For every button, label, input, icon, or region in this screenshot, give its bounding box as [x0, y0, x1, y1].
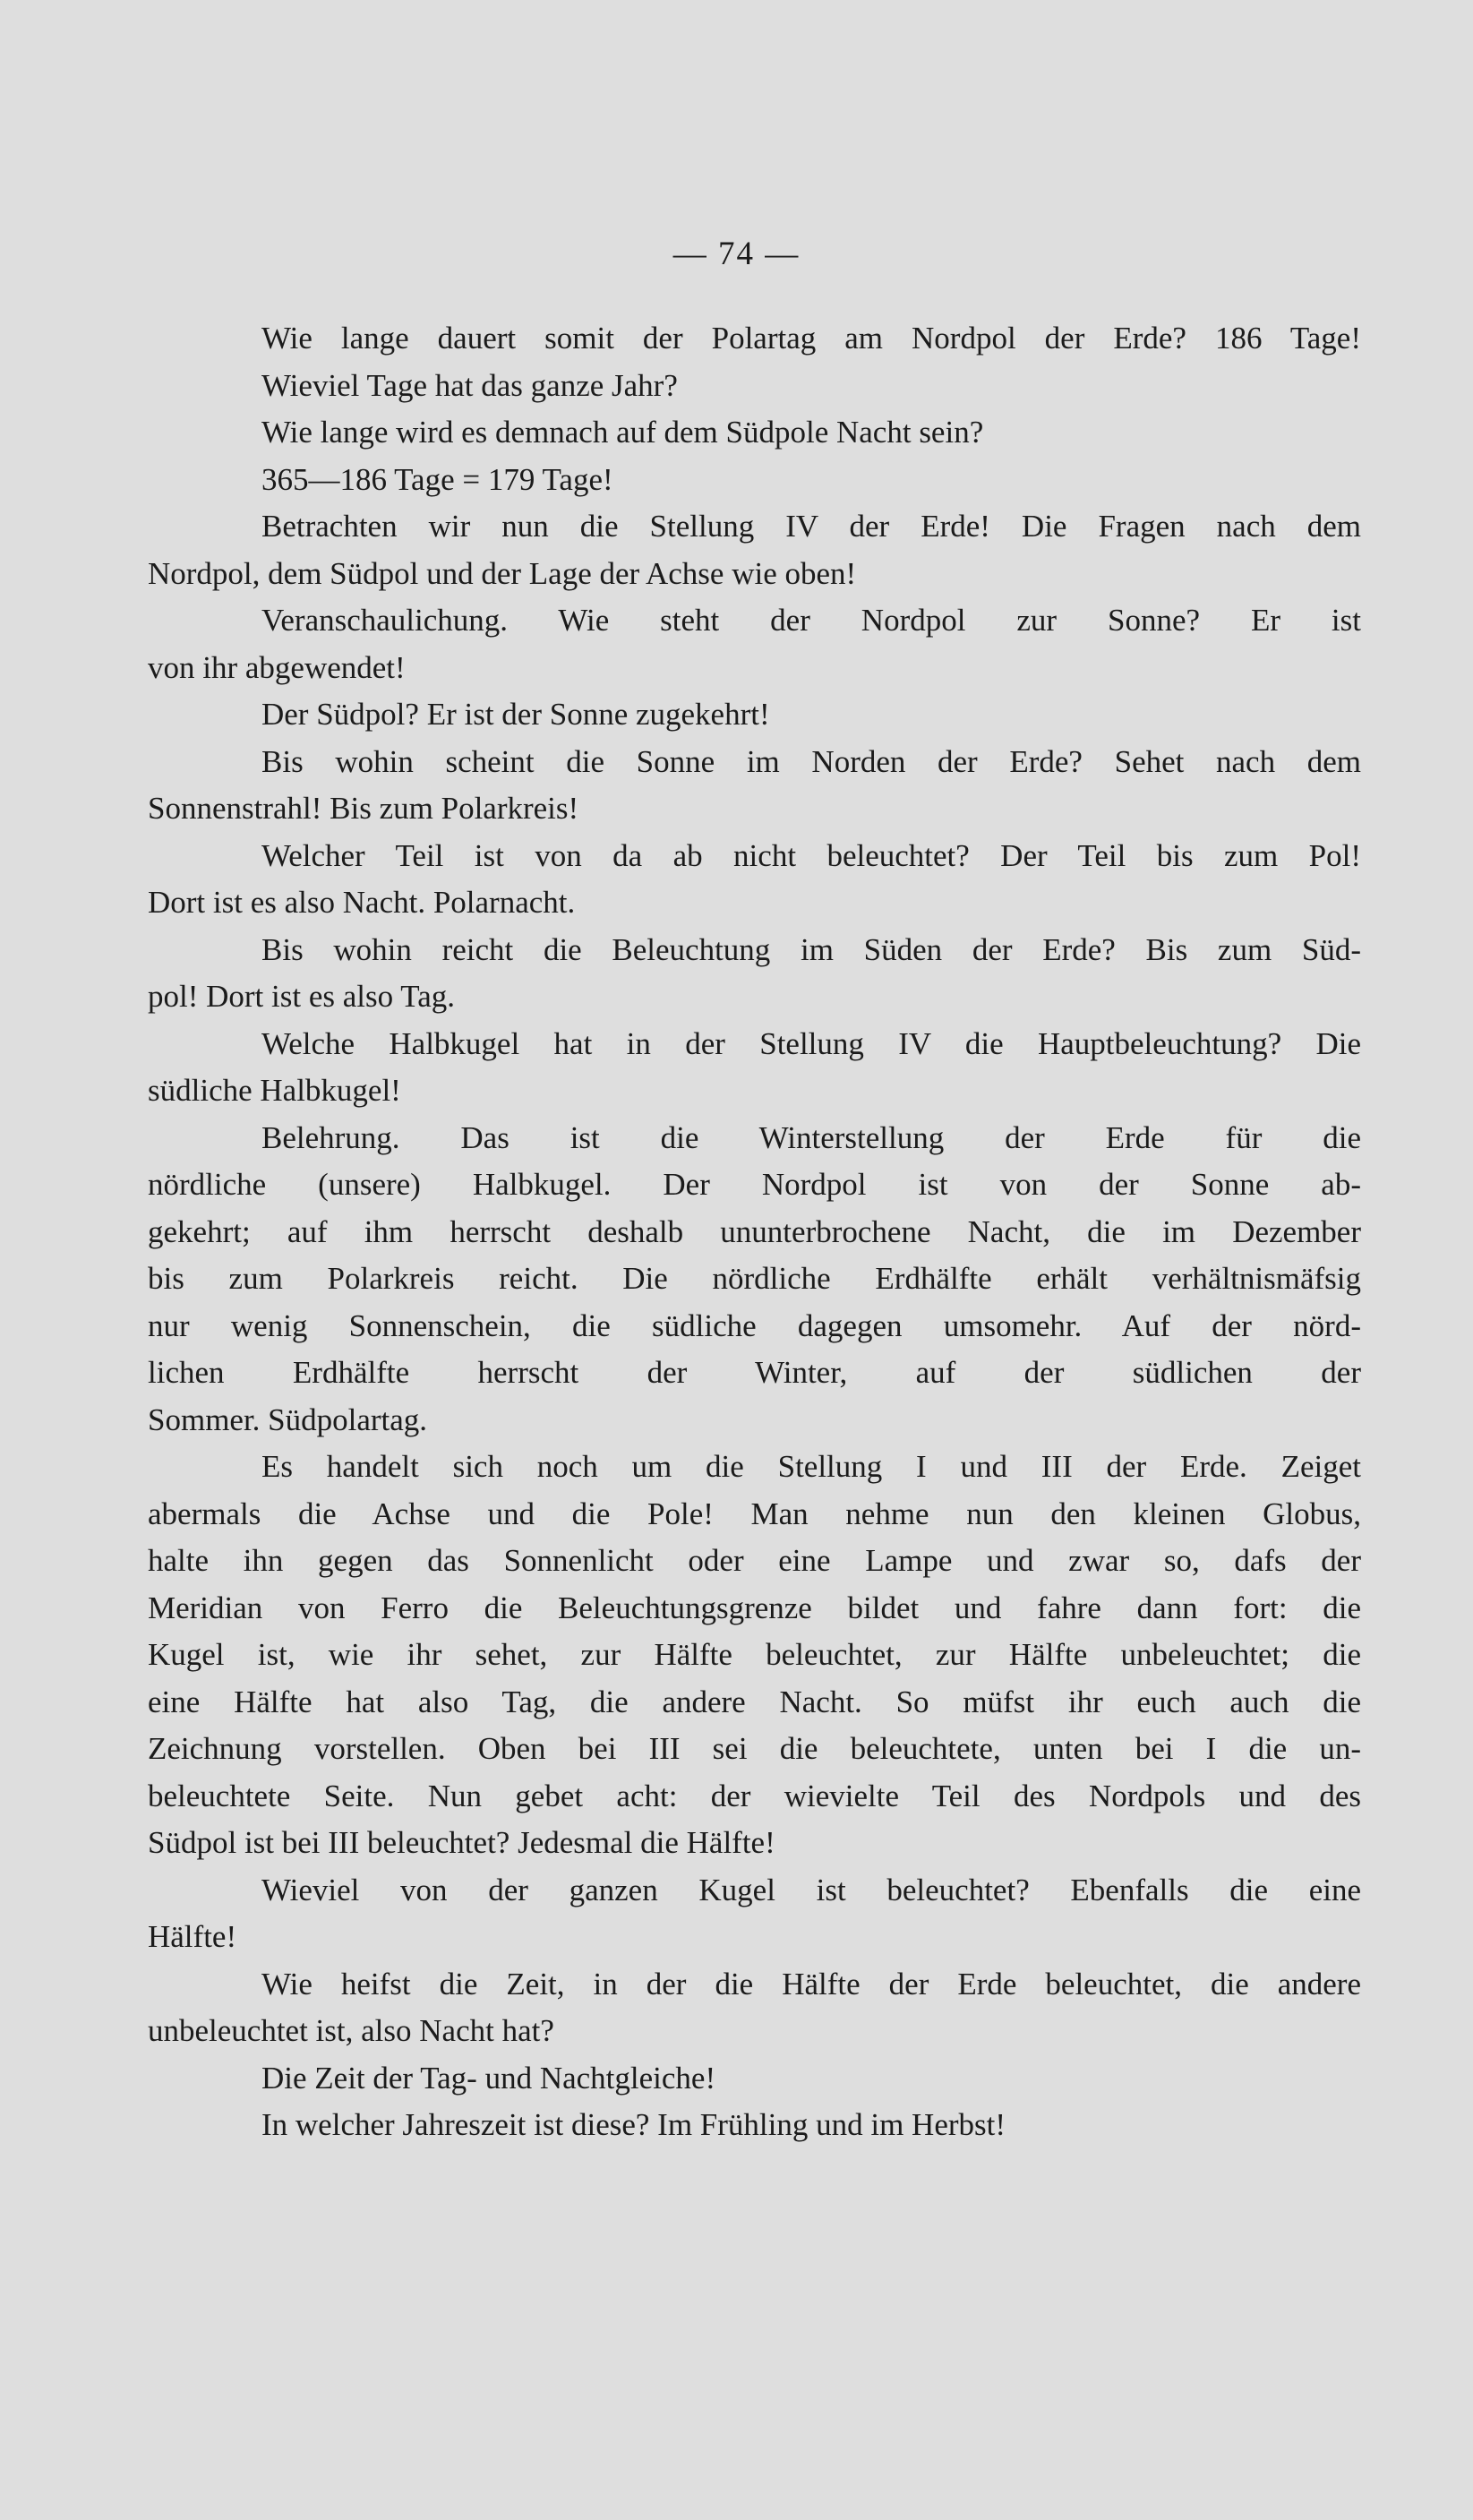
text-line: Hälfte!	[148, 1919, 237, 1954]
text-line: Wie heifst die Zeit, in der die Hälfte der Erde beleuchtet, die andere	[261, 1966, 1361, 2001]
text-line: abermals die Achse und die Pole! Man nehme nun den kleinen Globus,	[148, 1496, 1361, 1531]
text-line: Bis wohin reicht die Beleuchtung im Süden der Erde? Bis zum Süd-	[261, 931, 1361, 967]
text-line: bis zum Polarkreis reicht. Die nördliche Erdhälfte erhält verhältnismäfsig	[148, 1261, 1361, 1296]
text-line: 365—186 Tage = 179 Tage!	[261, 461, 613, 497]
text-line: Zeichnung vorstellen. Oben bei III sei die beleuchtete, unten bei I die un-	[148, 1731, 1361, 1766]
text-line: Betrachten wir nun die Stellung IV der Erde! Die Fragen nach dem	[261, 509, 1361, 544]
text-line: von ihr abgewendet!	[148, 649, 406, 685]
text-line: Wie lange wird es demnach auf dem Südpole Nacht sein?	[261, 415, 984, 450]
text-line: nur wenig Sonnenschein, die südliche dagegen umsomehr. Auf der nörd-	[148, 1307, 1361, 1343]
text-line: Welche Halbkugel hat in der Stellung IV die Hauptbeleuchtung? Die	[261, 1025, 1361, 1061]
text-line: Bis wohin scheint die Sonne im Norden der Erde? Sehet nach dem	[261, 743, 1361, 779]
text-line: Dort ist es also Nacht. Polarnacht.	[148, 885, 576, 920]
text-line: nördliche (unsere) Halbkugel. Der Nordpol ist von der Sonne ab-	[148, 1167, 1361, 1202]
text-line: Belehrung. Das ist die Winterstellung der Erde für die	[261, 1119, 1361, 1155]
text-line: Wie lange dauert somit der Polartag am Nordpol der Erde? 186 Tage!	[261, 321, 1361, 356]
text-line: Welcher Teil ist von da ab nicht beleuchtet? Der Teil bis zum Pol!	[261, 837, 1361, 873]
text-line: Es handelt sich noch um die Stellung I und III der Erde. Zeiget	[261, 1449, 1361, 1484]
text-line: halte ihn gegen das Sonnenlicht oder eine Lampe und zwar so, dafs der	[148, 1543, 1361, 1578]
text-line: Meridian von Ferro die Beleuchtungsgrenze bildet und fahre dann fort: die	[148, 1590, 1361, 1625]
text-line: Der Südpol? Er ist der Sonne zugekehrt!	[261, 697, 770, 732]
text-line: Nordpol, dem Südpol und der Lage der Achse wie oben!	[148, 555, 857, 591]
text-line: unbeleuchtet ist, also Nacht hat?	[148, 2013, 554, 2048]
text-line: Südpol ist bei III beleuchtet? Jedesmal die Hälfte!	[148, 1825, 775, 1860]
text-line: eine Hälfte hat also Tag, die andere Nacht. So müfst ihr euch auch die	[148, 1684, 1361, 1719]
text-line: Sommer. Südpolartag.	[148, 1401, 428, 1437]
text-line: Wieviel von der ganzen Kugel ist beleuchtet? Ebenfalls die eine	[261, 1872, 1361, 1907]
text-line: Sonnenstrahl! Bis zum Polarkreis!	[148, 791, 579, 826]
text-line: gekehrt; auf ihm herrscht deshalb ununterbrochene Nacht, die im Dezember	[148, 1213, 1361, 1249]
text-line: lichen Erdhälfte herrscht der Winter, auf der südlichen der	[148, 1355, 1361, 1390]
text-line: Kugel ist, wie ihr sehet, zur Hälfte beleuchtet, zur Hälfte unbeleuchtet; die	[148, 1637, 1361, 1672]
text-body	[148, 315, 1361, 2149]
text-line: In welcher Jahreszeit ist diese? Im Frühling und im Herbst!	[261, 2107, 1006, 2142]
text-line: Die Zeit der Tag- und Nachtgleiche!	[261, 2060, 716, 2096]
text-line: südliche Halbkugel!	[148, 1073, 401, 1108]
text-line: beleuchtete Seite. Nun gebet acht: der wievielte Teil des Nordpols und des	[148, 1778, 1361, 1813]
page-number: — 74 —	[672, 236, 801, 272]
text-line: pol! Dort ist es also Tag.	[148, 979, 455, 1014]
text-line: Wieviel Tage hat das ganze Jahr?	[261, 367, 678, 403]
text-line: Veranschaulichung. Wie steht der Nordpol zur Sonne? Er ist	[261, 603, 1361, 638]
